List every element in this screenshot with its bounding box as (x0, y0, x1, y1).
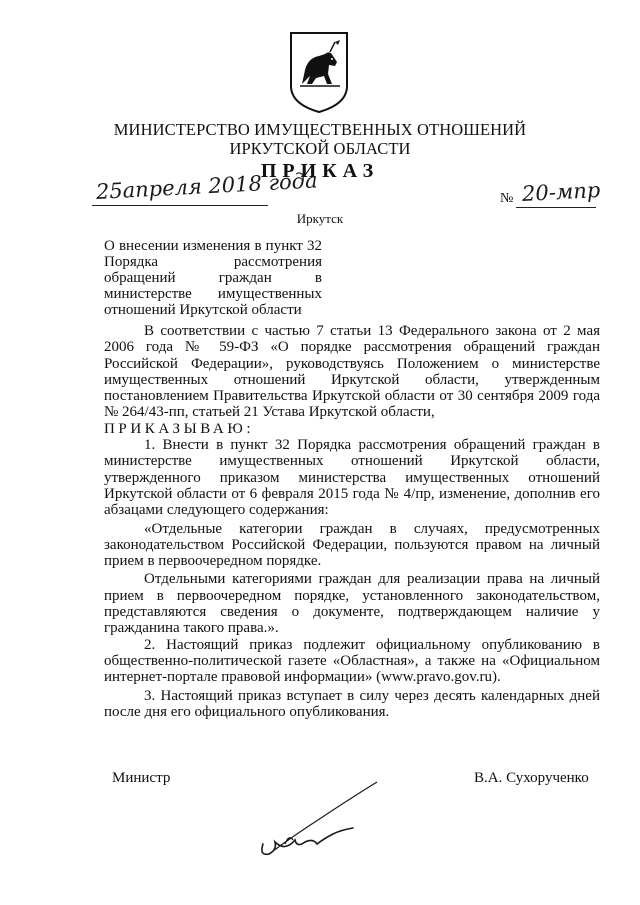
handwritten-signature (255, 780, 385, 860)
order-word: ПРИКАЗЫВАЮ: (104, 420, 255, 437)
item-2-paragraph: 2. Настоящий приказ подлежит официальному опубликованию в общественно-политической газете «Областная», а также на «Официальном интернет-портале правовой информации» (www.pravo.gov.ru). (104, 636, 600, 686)
date-underline (92, 205, 268, 206)
ministry-name-line2: ИРКУТСКОЙ ОБЛАСТИ (229, 139, 411, 158)
quote-paragraph-1: «Отдельные категории граждан в случаях, предусмотренных законодательством Российской Федерации, пользуются правом на личный прием в первоочередном порядке. (104, 520, 600, 570)
order-subject: О внесении изменения в пункт 32 Порядка рассмотрения обращений граждан в министерстве имущественных отношений Иркутской области (104, 238, 322, 318)
coat-of-arms-icon (288, 30, 350, 114)
ministry-name-line1: МИНИСТЕРСТВО ИМУЩЕСТВЕННЫХ ОТНОШЕНИЙ (113, 120, 527, 139)
handwritten-date: 25апреля 2018 года (95, 168, 319, 204)
preamble-paragraph: В соответствии с частью 7 статьи 13 Федерального закона от 2 мая 2006 года № 59-ФЗ «О порядке рассмотрения обращений граждан Российской Федерации», руководствуясь Положением о министерстве имущественных отношений Иркутской области, утвержденным постановлением Правительства Иркутской области от 30 сентября 2009 года № 264/43-пп, статьей 21 Устава Иркутской области, (104, 323, 600, 421)
quote-paragraph-2: Отдельными категориями граждан для реализации права на личный прием в первоочередном порядке, установленного законодательством, представляются сведения о документе, подтверждающем наличие у гражданина такого права.». (104, 571, 600, 637)
number-underline (516, 207, 596, 208)
number-label: № (500, 191, 514, 206)
signatory-name: В.А. Сухорученко (474, 770, 589, 786)
city-name: Иркутск (296, 211, 344, 226)
item-3-paragraph: 3. Настоящий приказ вступает в силу через десять календарных дней после дня его официального опубликования. (104, 687, 600, 720)
signatory-role: Министр (112, 770, 171, 786)
item-1-paragraph: 1. Внести в пункт 32 Порядка рассмотрения обращений граждан в министерстве имущественных отношений Иркутской области, утвержденного приказом министерства имущественных отношений Иркутской области от 6 февраля 2015 года № 4/пр, изменение, дополнив его абзацами следующего содержания: (104, 437, 600, 519)
order-body (104, 323, 600, 720)
handwritten-order-number: 20-мпр (521, 177, 601, 207)
document-title: ПРИКАЗ (260, 160, 380, 182)
